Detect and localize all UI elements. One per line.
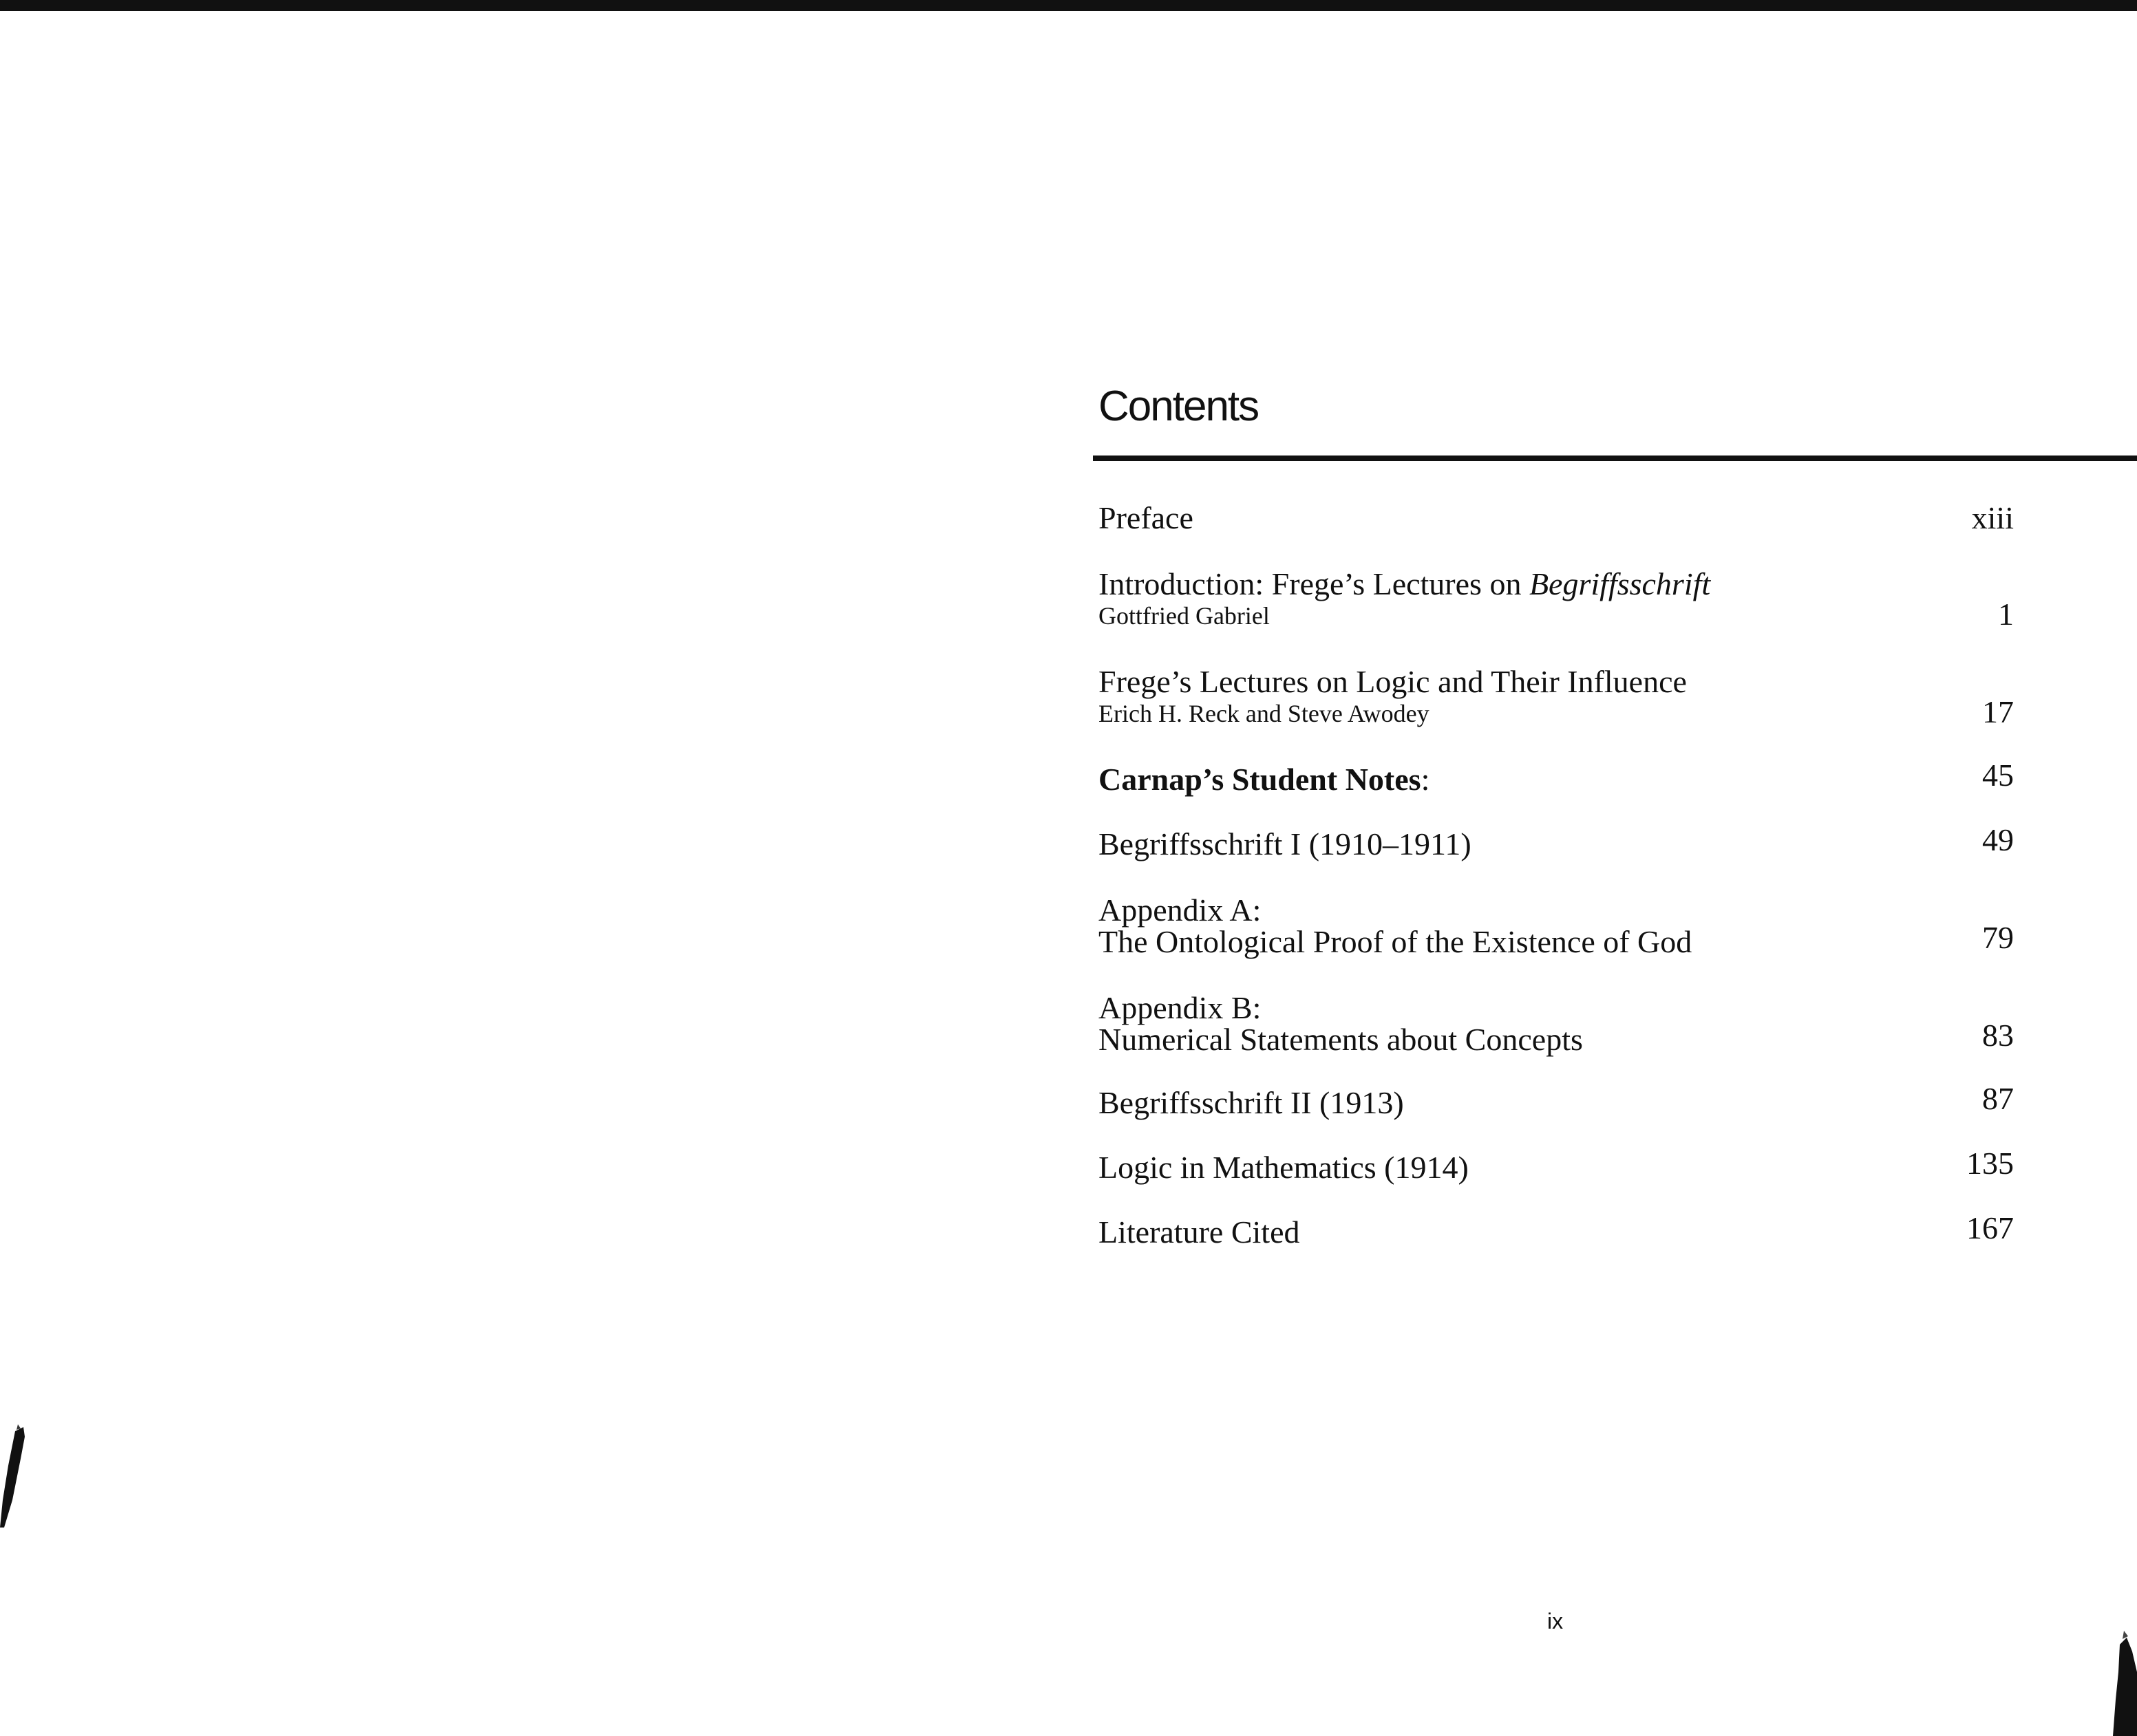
- toc-entry-begriffsschrift-1: [1098, 822, 2014, 861]
- toc-entry-title: Begriffsschrift I (1910–1911): [1098, 826, 1471, 861]
- scan-artifact-left: [0, 1424, 28, 1528]
- toc-entry-title: Frege’s Lectures on Logic and Their Influence: [1098, 664, 1687, 699]
- toc-entry-title: Literature Cited: [1098, 1214, 1300, 1250]
- toc-page-number: 79: [1982, 920, 2014, 955]
- toc-entry-carnap: [1098, 758, 2014, 797]
- toc-entry-appendix-a: [1098, 894, 2014, 958]
- toc-entry-author: Gottfried Gabriel: [1098, 602, 1270, 630]
- toc-entry-title: [1098, 764, 2014, 795]
- toc-entry-title: [1098, 568, 2014, 600]
- toc-entry-literature-cited: [1098, 1210, 2014, 1250]
- toc-entry-logic-in-mathematics: [1098, 1146, 2014, 1185]
- toc-page-number: 17: [1982, 694, 2014, 729]
- toc-entry-introduction: [1098, 568, 2014, 632]
- toc-entry-title: Begriffsschrift II (1913): [1098, 1085, 1404, 1120]
- toc-title-italic: Begriffsschrift: [1529, 566, 1711, 601]
- toc-entry-label: Appendix A:: [1098, 892, 1262, 928]
- scan-artifact-right: [2099, 1631, 2137, 1736]
- toc-title-text: Introduction: Frege’s Lectures on: [1098, 566, 1529, 601]
- toc-entry-begriffsschrift-2: [1098, 1081, 2014, 1120]
- scan-top-border: [0, 0, 2137, 11]
- toc-page-number: 135: [1966, 1146, 2014, 1181]
- toc-page-number: 167: [1966, 1210, 2014, 1245]
- page-title: Contents: [1098, 383, 1259, 430]
- toc-page-number: 1: [1998, 597, 2014, 632]
- toc-page-number: 45: [1982, 758, 2014, 793]
- toc-entry-title: Preface: [1098, 500, 1193, 535]
- toc-entry-title: The Ontological Proof of the Existence of God: [1098, 924, 1692, 959]
- toc-entry-appendix-b: [1098, 992, 2014, 1055]
- toc-entry-label: Appendix B:: [1098, 990, 1262, 1025]
- toc-entry-title: Logic in Mathematics (1914): [1098, 1150, 1469, 1185]
- toc-page-number: 83: [1982, 1018, 2014, 1053]
- toc-page-number: 87: [1982, 1081, 2014, 1116]
- toc-page-number: xiii: [1971, 500, 2014, 535]
- title-rule: [1093, 456, 2137, 461]
- toc-entry-title: Numerical Statements about Concepts: [1098, 1022, 1583, 1057]
- toc-entry-preface: [1098, 502, 2014, 534]
- toc-title-suffix: :: [1421, 762, 1430, 797]
- page-number: ix: [1547, 1609, 1564, 1633]
- toc-entry-lectures: [1098, 666, 2014, 729]
- toc-title-bold: Carnap’s Student Notes: [1098, 762, 1421, 797]
- toc-entry-author: Erich H. Reck and Steve Awodey: [1098, 700, 1429, 727]
- toc-page-number: 49: [1982, 822, 2014, 857]
